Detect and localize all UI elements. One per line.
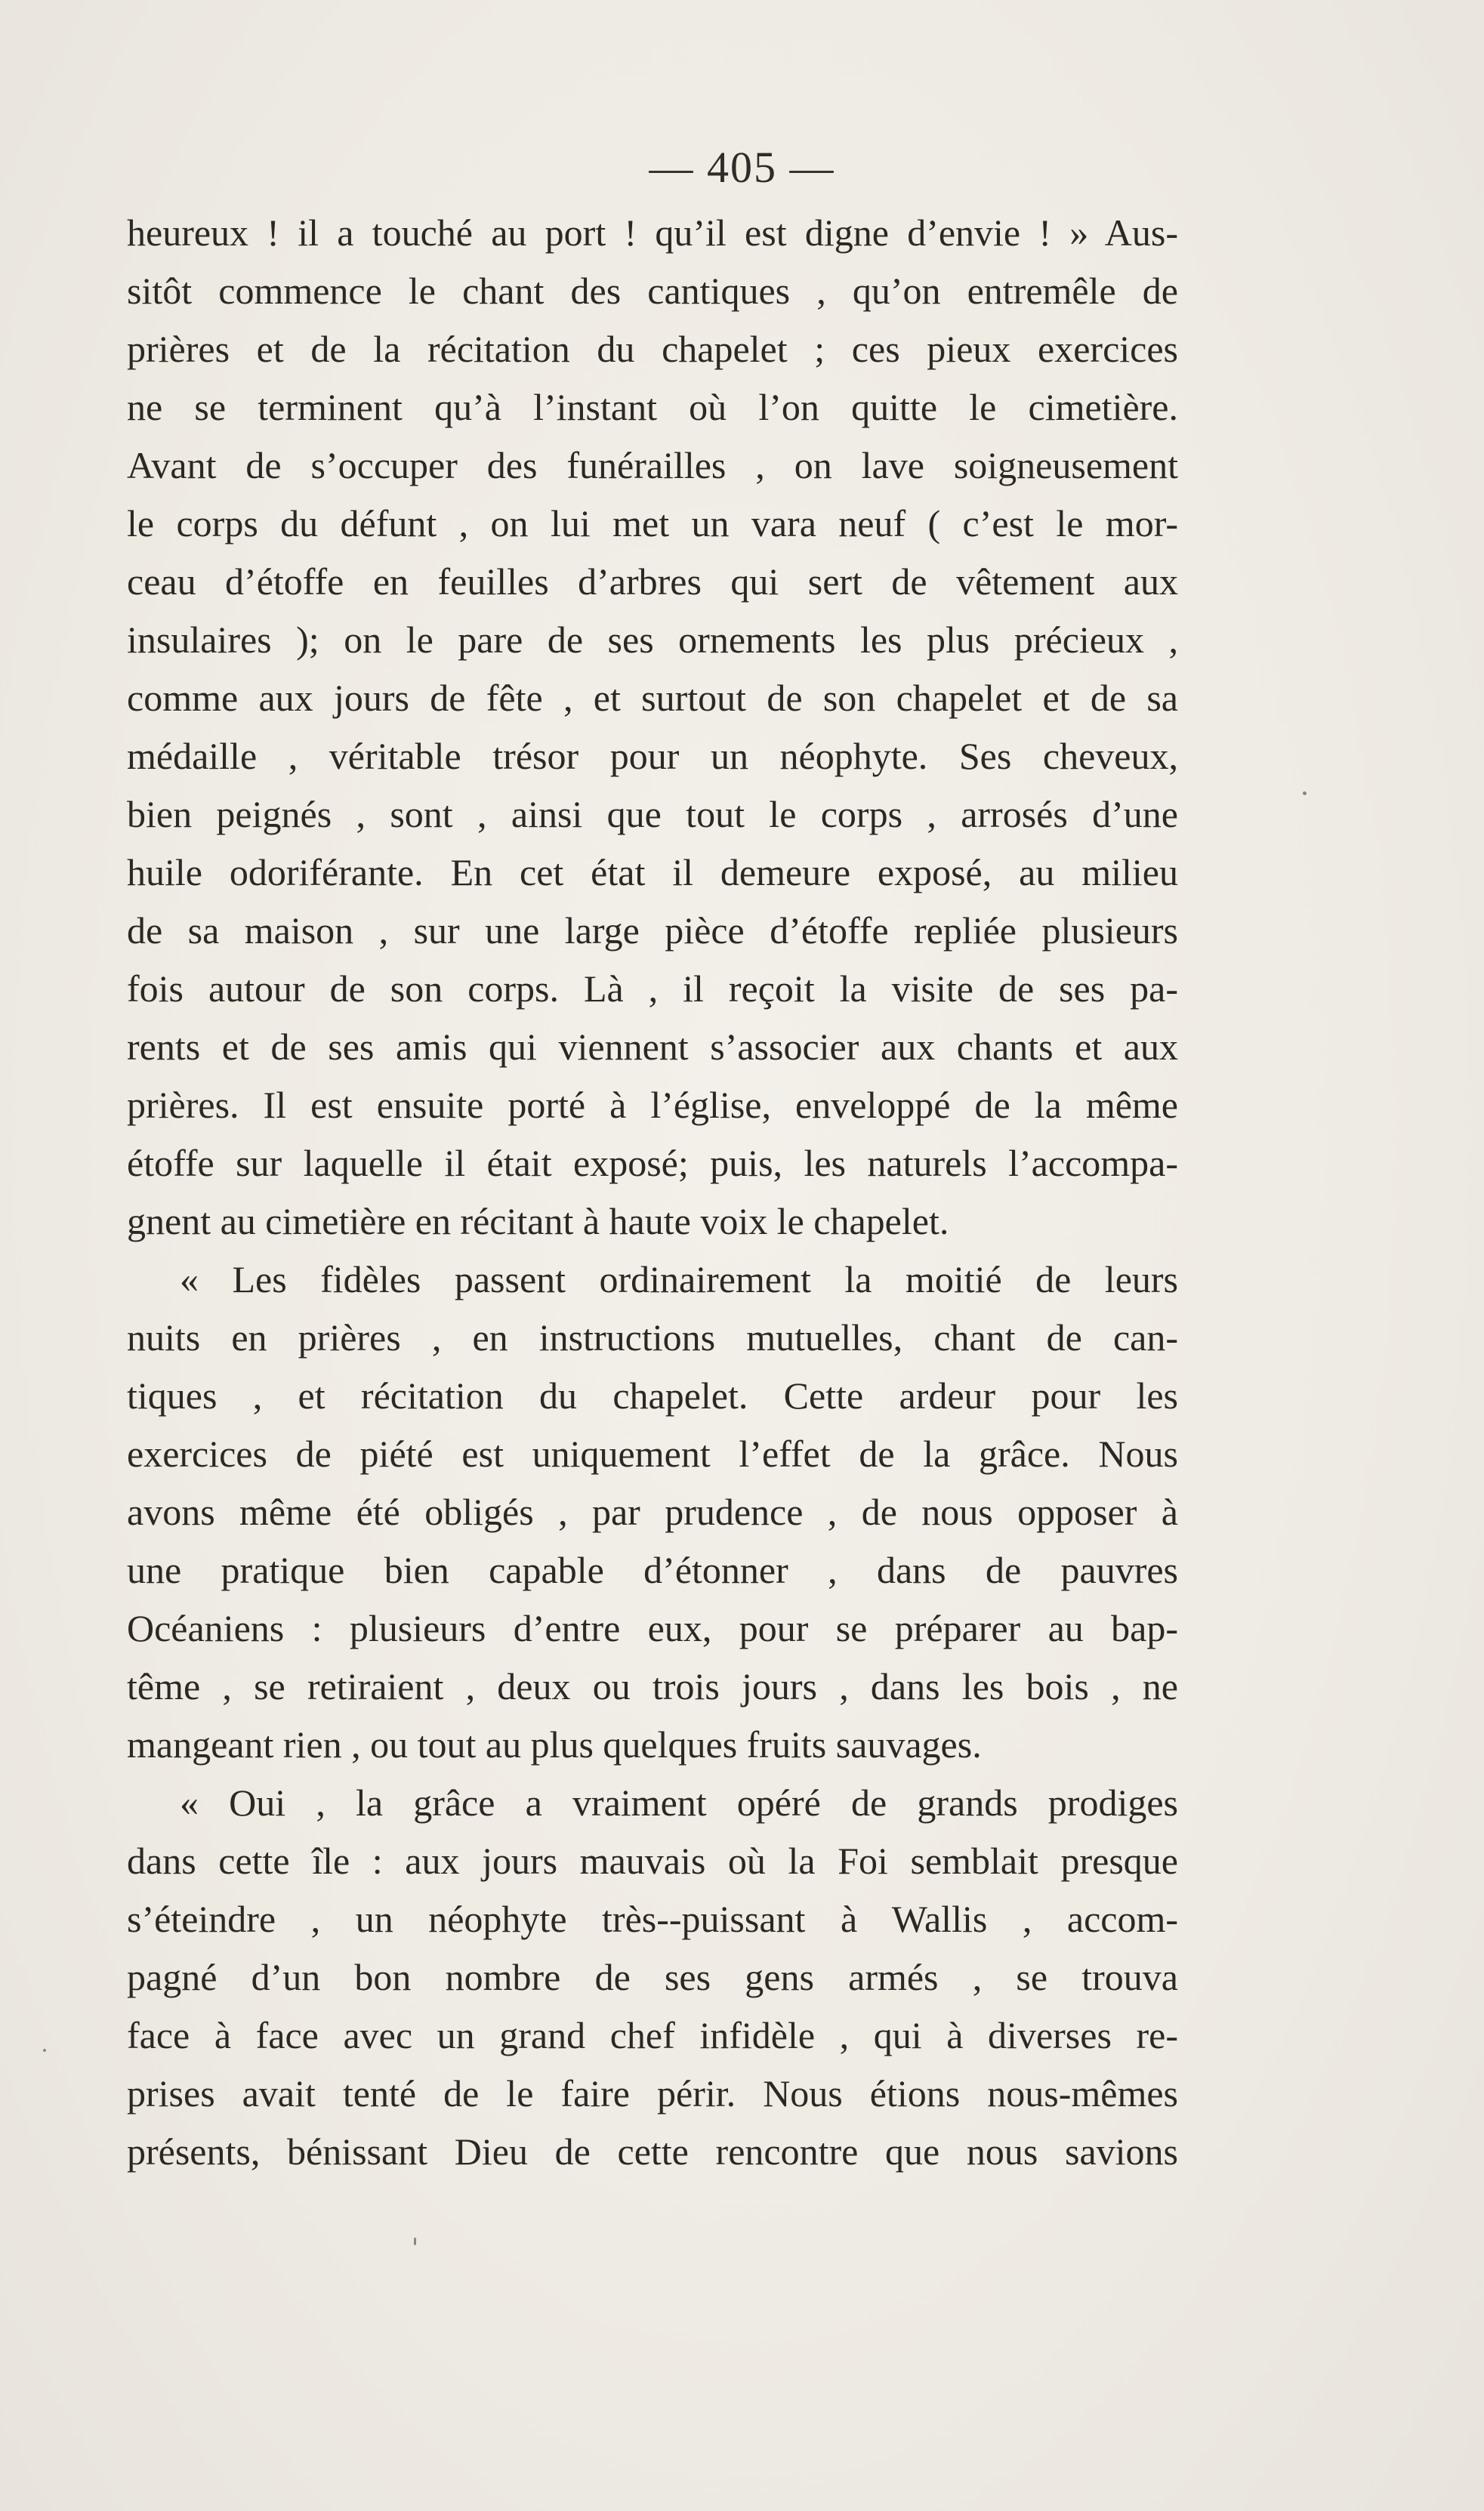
text-line: bien peignés , sont , ainsi que tout le corps , arrosés d’une bbox=[127, 793, 1178, 835]
text-line: mangeant rien , ou tout au plus quelques fruits sauvages. bbox=[127, 1723, 982, 1766]
text-line: prières et de la récitation du chapelet ; ces pieux exercices bbox=[127, 328, 1178, 370]
text-line: exercices de piété est uniquement l’effet de la grâce. Nous bbox=[127, 1433, 1178, 1475]
text-line: prises avait tenté de le faire périr. Nous étions nous-mêmes bbox=[127, 2072, 1178, 2115]
text-line: rents et de ses amis qui viennent s’associer aux chants et aux bbox=[127, 1026, 1178, 1068]
text-line: « Les fidèles passent ordinairement la moitié de leurs bbox=[180, 1258, 1178, 1300]
text-line: heureux ! il a touché au port ! qu’il est digne d’envie ! » Aus- bbox=[127, 211, 1178, 254]
text-line: dans cette île : aux jours mauvais où la Foi semblait presque bbox=[127, 1840, 1178, 1882]
paper-speck bbox=[1303, 791, 1307, 795]
text-line: tême , se retiraient , deux ou trois jours , dans les bois , ne bbox=[127, 1665, 1178, 1707]
text-line: huile odoriférante. En cet état il demeure exposé, au milieu bbox=[127, 851, 1178, 893]
text-line: Océaniens : plusieurs d’entre eux, pour se préparer au bap- bbox=[127, 1607, 1178, 1649]
text-line: une pratique bien capable d’étonner , dans de pauvres bbox=[127, 1549, 1178, 1591]
text-line: « Oui , la grâce a vraiment opéré de grands prodiges bbox=[180, 1781, 1178, 1824]
text-line: étoffe sur laquelle il était exposé; puis, les naturels l’accompa- bbox=[127, 1142, 1178, 1184]
text-line: fois autour de son corps. Là , il reçoit la visite de ses pa- bbox=[127, 967, 1178, 1010]
text-line: de sa maison , sur une large pièce d’étoffe repliée plusieurs bbox=[127, 909, 1178, 952]
text-line: comme aux jours de fête , et surtout de son chapelet et de sa bbox=[127, 677, 1178, 719]
text-line: prières. Il est ensuite porté à l’église, enveloppé de la même bbox=[127, 1084, 1178, 1126]
text-line: ne se terminent qu’à l’instant où l’on quitte le cimetière. bbox=[127, 386, 1178, 428]
text-line: le corps du défunt , on lui met un vara neuf ( c’est le mor- bbox=[127, 502, 1178, 544]
paper-speck bbox=[414, 2238, 416, 2245]
text-line: tiques , et récitation du chapelet. Cette ardeur pour les bbox=[127, 1374, 1178, 1417]
text-line: ceau d’étoffe en feuilles d’arbres qui sert de vêtement aux bbox=[127, 560, 1178, 603]
text-line: médaille , véritable trésor pour un néophyte. Ses cheveux, bbox=[127, 735, 1178, 777]
text-line: gnent au cimetière en récitant à haute voix le chapelet. bbox=[127, 1200, 949, 1242]
text-line: avons même été obligés , par prudence , de nous opposer à bbox=[127, 1491, 1178, 1533]
text-line: Avant de s’occuper des funérailles , on lave soigneusement bbox=[127, 444, 1178, 486]
text-line: nuits en prières , en instructions mutuelles, chant de can- bbox=[127, 1316, 1178, 1359]
text-line: pagné d’un bon nombre de ses gens armés , se trouva bbox=[127, 1956, 1178, 1998]
text-line: face à face avec un grand chef infidèle , qui à diverses re- bbox=[127, 2014, 1178, 2056]
text-line: insulaires ); on le pare de ses ornements les plus précieux , bbox=[127, 618, 1178, 661]
text-line: présents, bénissant Dieu de cette rencontre que nous savions bbox=[127, 2130, 1178, 2173]
body-text bbox=[127, 204, 1178, 2181]
text-line: sitôt commence le chant des cantiques , qu’on entremêle de bbox=[127, 270, 1178, 312]
page-number: — 405 — bbox=[649, 143, 835, 192]
paper-speck bbox=[43, 2049, 46, 2052]
text-line: s’éteindre , un néophyte très--puissant à Wallis , accom- bbox=[127, 1898, 1178, 1940]
